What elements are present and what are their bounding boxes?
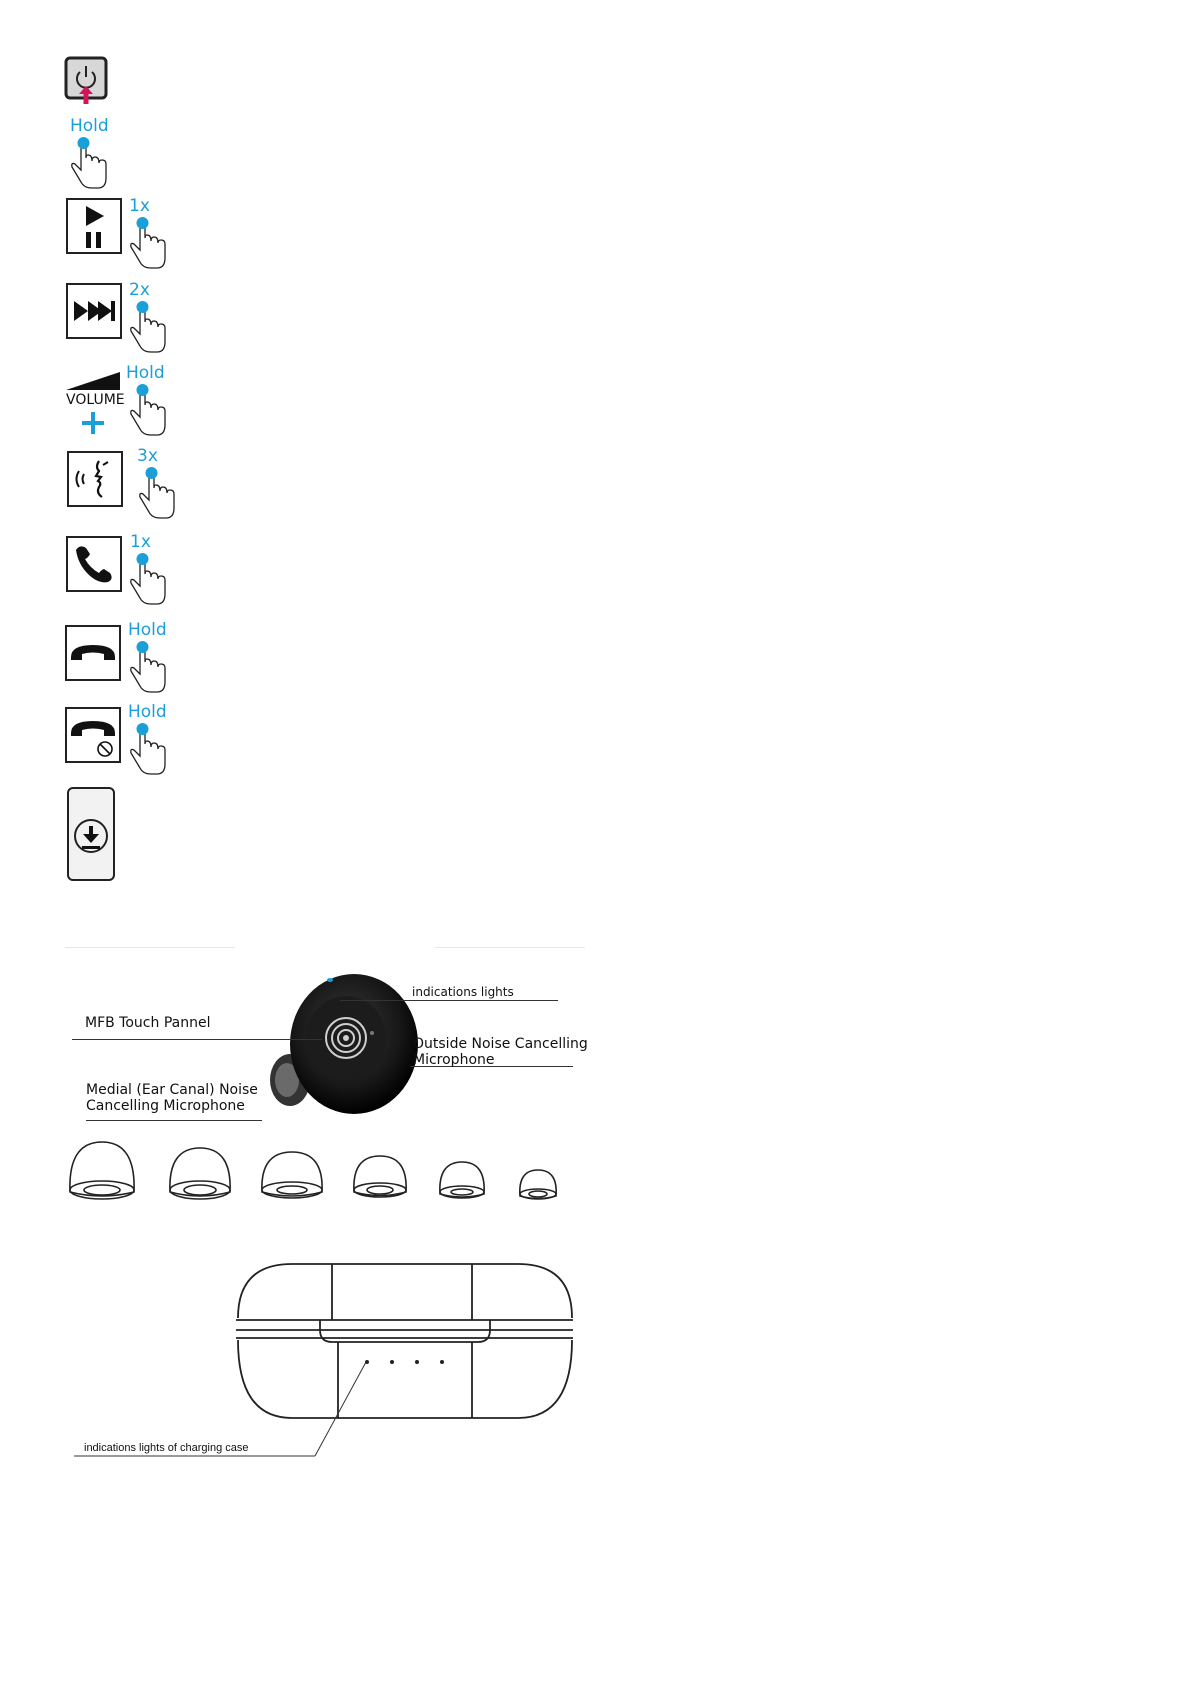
- ear-tip: [354, 1156, 406, 1197]
- next-track-icon: [66, 283, 122, 339]
- volume-label: VOLUME: [66, 392, 125, 408]
- section-divider: [65, 947, 235, 948]
- medial-mic-label-1: Medial (Ear Canal) Noise: [86, 1082, 258, 1098]
- reject-call-tap-label: Hold: [128, 702, 167, 722]
- earbud-illustration: [262, 970, 422, 1120]
- answer-call-icon: [66, 536, 122, 592]
- indication-lights-label: indications lights: [412, 985, 514, 999]
- ear-tip: [440, 1162, 484, 1198]
- ear-tip: [70, 1142, 134, 1199]
- power-tap-label: Hold: [70, 116, 109, 136]
- medial-mic-label-2: Cancelling Microphone: [86, 1098, 245, 1114]
- hand-tap-icon: [127, 300, 169, 354]
- outside-mic-label-1: Outside Noise Cancelling: [413, 1036, 588, 1052]
- play-pause-icon: [66, 198, 122, 254]
- play-pause-tap-label: 1x: [129, 196, 150, 216]
- hand-tap-icon: [127, 552, 169, 606]
- voice-assistant-icon: [67, 451, 123, 507]
- end-call-icon: [65, 625, 121, 681]
- ear-tips-row: [66, 1140, 576, 1210]
- power-button-graphic: [64, 56, 108, 104]
- hand-tap-icon: [127, 216, 169, 270]
- outside-mic-label-2: Microphone: [413, 1052, 495, 1068]
- hand-tap-icon: [127, 640, 169, 694]
- hand-tap-icon: [136, 466, 178, 520]
- next-track-tap-label: 2x: [129, 280, 150, 300]
- reject-call-icon: [65, 707, 121, 763]
- ear-tip: [170, 1148, 230, 1199]
- voice-assistant-tap-label: 3x: [137, 446, 158, 466]
- phone-download-icon: [66, 786, 116, 882]
- answer-call-tap-label: 1x: [130, 532, 151, 552]
- case-indication-lights-label: indications lights of charging case: [84, 1442, 249, 1454]
- plus-icon: [80, 410, 106, 436]
- leader-line: [86, 1120, 262, 1121]
- leader-line: [72, 1039, 322, 1040]
- ear-tip: [520, 1170, 556, 1199]
- hand-tap-icon: [127, 383, 169, 437]
- ear-tip: [262, 1152, 322, 1198]
- end-call-tap-label: Hold: [128, 620, 167, 640]
- hand-tap-icon: [68, 136, 110, 190]
- section-divider: [435, 947, 585, 948]
- leader-line: [340, 1000, 558, 1001]
- mfb-touch-panel-label: MFB Touch Pannel: [85, 1015, 211, 1031]
- volume-tap-label: Hold: [126, 363, 165, 383]
- hand-tap-icon: [127, 722, 169, 776]
